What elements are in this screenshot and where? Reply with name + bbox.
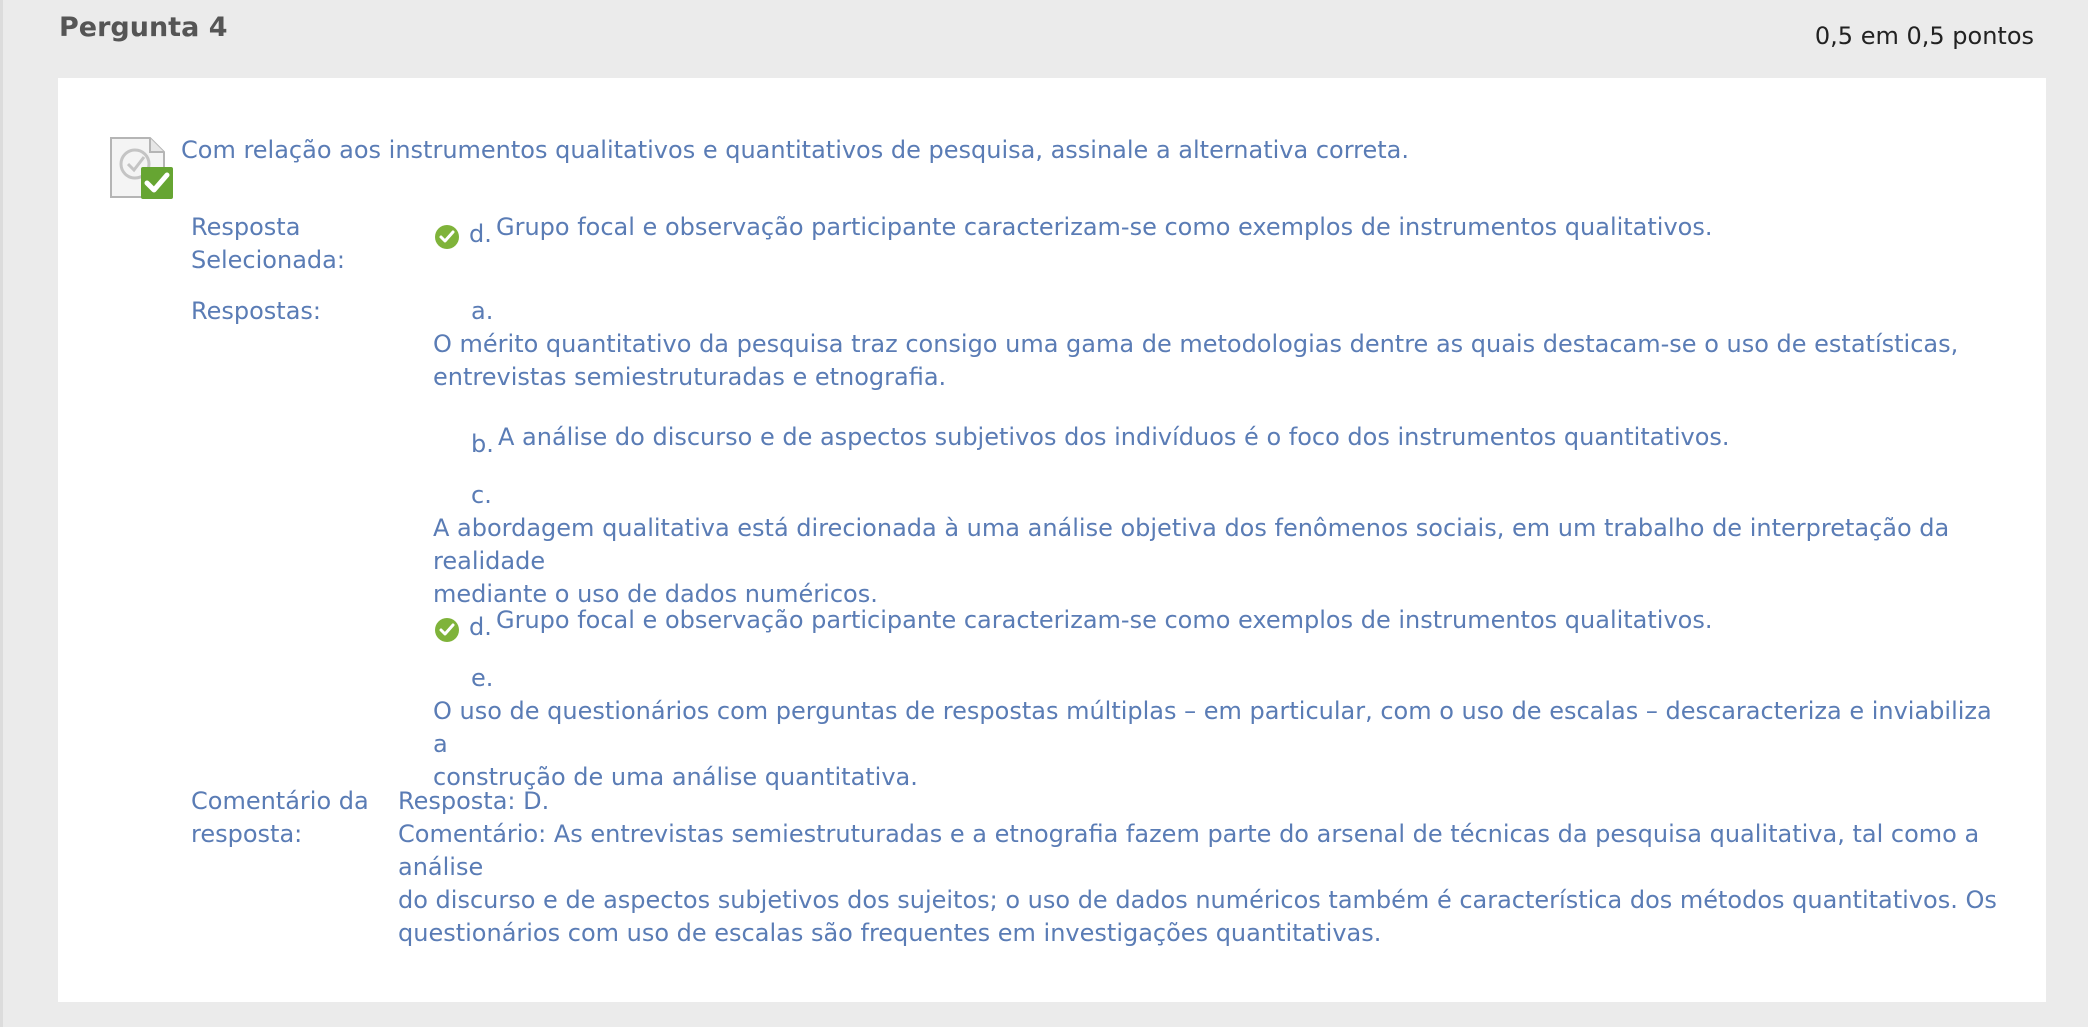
question-points: 0,5 em 0,5 pontos: [1814, 22, 2034, 50]
answer-d-text: Grupo focal e observação participante caracterizam-se como exemplos de instrumentos qualitativos.: [496, 606, 1713, 634]
answer-d-letter: d.: [469, 613, 492, 641]
answer-e-text: [433, 695, 1993, 794]
answer-a-line2: entrevistas semiestruturadas e etnografia.: [433, 363, 947, 391]
answer-e-line2: construção de uma análise quantitativa.: [433, 763, 918, 791]
comment-label-line2: resposta:: [191, 820, 303, 848]
selected-answer-label-line1: Resposta: [191, 213, 301, 241]
selected-answer-letter: d.: [469, 220, 492, 248]
correct-answer-icon: [108, 135, 174, 201]
check-circle-icon: [434, 224, 460, 250]
answer-c-line1: A abordagem qualitativa está direcionada à uma análise objetiva dos fenômenos sociais, em um trabalho de interpretação da realidade: [433, 514, 1950, 575]
answer-e-line1: O uso de questionários com perguntas de respostas múltiplas – em particular, com o uso de escalas – descaracteriza e inviabiliza a: [433, 697, 1992, 758]
page-left-border: [0, 0, 3, 1027]
comment-body: [398, 785, 2018, 950]
answer-a-line1: O mérito quantitativo da pesquisa traz consigo uma gama de metodologias dentre as quais destacam-se o uso de estatísticas,: [433, 330, 1959, 358]
answer-c-letter: c.: [471, 481, 492, 509]
answer-b-letter: b.: [471, 430, 494, 458]
correct-answer-check-icon: [434, 617, 460, 643]
answer-c-text: [433, 512, 1993, 611]
selected-answer-text: Grupo focal e observação participante caracterizam-se como exemplos de instrumentos qualitativos.: [496, 213, 1713, 241]
comment-answer: Resposta: D.: [398, 787, 550, 815]
comment-line3: questionários com uso de escalas são frequentes em investigações quantitativas.: [398, 919, 1382, 947]
comment-label-line1: Comentário da: [191, 787, 369, 815]
answer-a-text: [433, 328, 1993, 394]
comment-label: [191, 785, 369, 851]
answer-e-letter: e.: [471, 664, 494, 692]
answer-b-text: A análise do discurso e de aspectos subjetivos dos indivíduos é o foco dos instrumentos quantitativos.: [498, 423, 1730, 451]
comment-line2: do discurso e de aspectos subjetivos dos sujeitos; o uso de dados numéricos também é característica dos métodos quantitativos. Os: [398, 886, 1997, 914]
answers-label: Respostas:: [191, 297, 321, 325]
question-text: Com relação aos instrumentos qualitativos e quantitativos de pesquisa, assinale a alternativa correta.: [181, 136, 1409, 164]
answer-a-letter: a.: [471, 297, 494, 325]
question-title: Pergunta 4: [59, 12, 228, 43]
selected-answer-label: [191, 211, 345, 277]
question-card: [58, 78, 2046, 1002]
answer-c-line2: mediante o uso de dados numéricos.: [433, 580, 878, 608]
comment-line1: Comentário: As entrevistas semiestruturadas e a etnografia fazem parte do arsenal de técnicas da pesquisa qualitativa, tal como a análise: [398, 820, 1980, 881]
selected-answer-label-line2: Selecionada:: [191, 246, 345, 274]
